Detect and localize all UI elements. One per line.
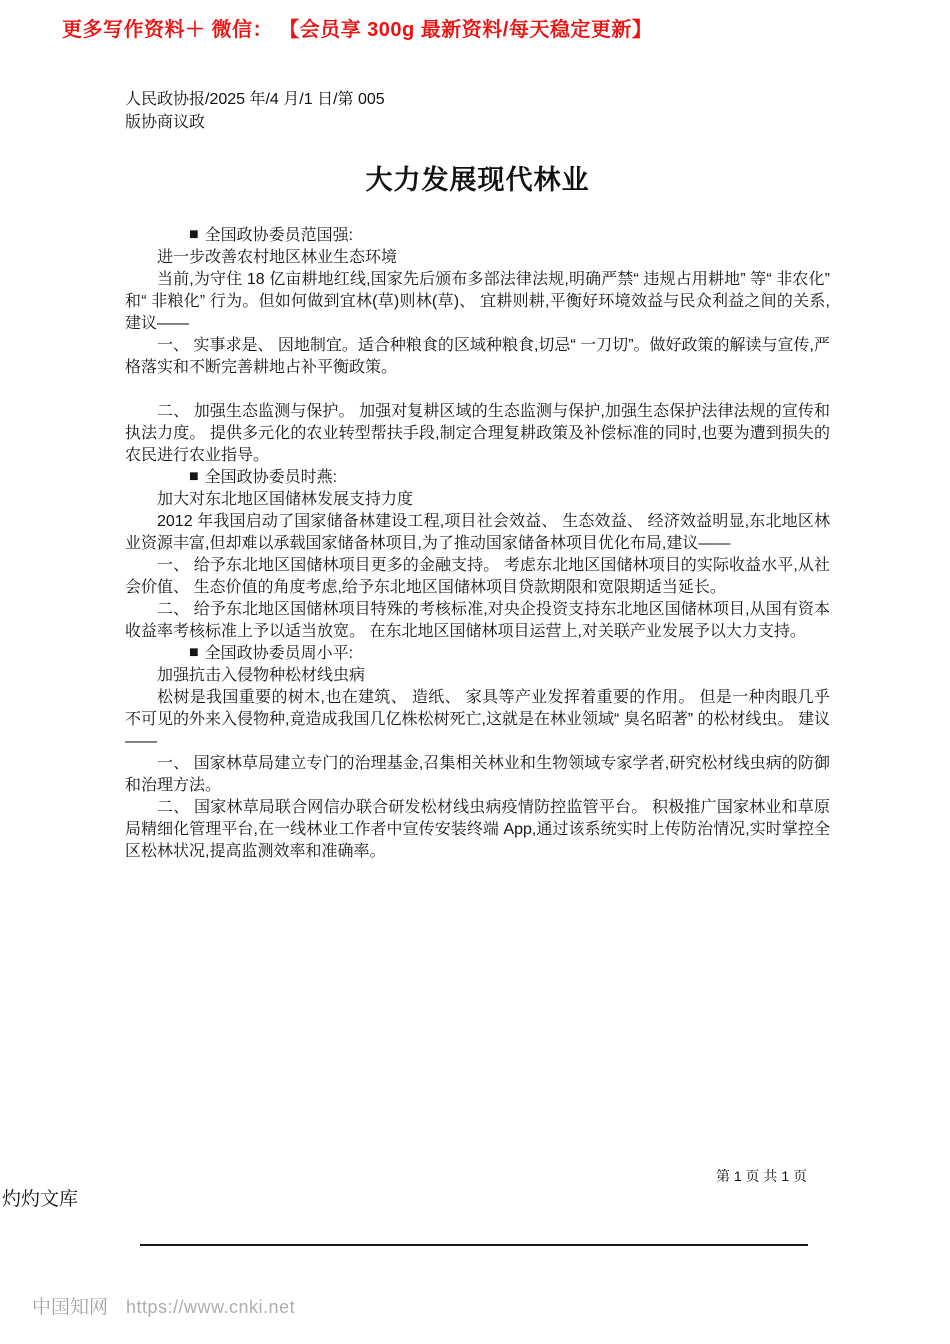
section-subtitle: 加大对东北地区国储林发展支持力度 <box>157 491 414 508</box>
cnki-watermark <box>32 1292 295 1319</box>
document-content <box>125 88 830 863</box>
cnki-url[interactable]: https://www.cnki.net <box>126 1297 296 1317</box>
cnki-logo-text: 中国知网 <box>32 1297 109 1318</box>
paragraph: 松树是我国重要的树木,也在建筑、 造纸、 家具等产业发挥着重要的作用。 但是一种肉眼几乎不可见的外来入侵物种,竟造成我国几亿株松树死亡,这就是在林业领域“ 臭名昭著” 的松材线虫。 建议—— <box>125 689 830 750</box>
section-author-name: 全国政协委员时燕: <box>204 469 338 486</box>
section-author <box>125 643 830 665</box>
square-bullet-icon: ■ <box>189 226 199 243</box>
paragraph: 一、 国家林草局建立专门的治理基金,召集相关林业和生物领域专家学者,研究松材线虫病的防御和治理方法。 <box>125 755 830 794</box>
square-bullet-icon: ■ <box>189 468 199 485</box>
section-author-name: 全国政协委员范国强: <box>204 227 354 244</box>
paragraph: 一、 给予东北地区国储林项目更多的金融支持。 考虑东北地区国储林项目的实际收益水平,从社会价值、 生态价值的角度考虑,给予东北地区国储林项目贷款期限和宽限期适当延长。 <box>125 557 830 596</box>
page-number: 第 1 页 共 1 页 <box>715 1168 807 1184</box>
paragraph: 一、 实事求是、 因地制宜。适合种粮食的区域种粮食,切忌“ 一刀切”。做好政策的解读与宣传,严格落实和不断完善耕地占补平衡政策。 <box>125 337 830 376</box>
section-subtitle: 加强抗击入侵物种松材线虫病 <box>157 667 366 684</box>
square-bullet-icon: ■ <box>189 644 199 661</box>
section-author <box>125 467 830 489</box>
article-title: 大力发展现代林业 <box>365 165 590 195</box>
paragraph: 2012 年我国启动了国家储备林建设工程,项目社会效益、 生态效益、 经济效益明显,东北地区林业资源丰富,但却难以承载国家储备林项目,为了推动国家储备林项目优化布局,建议—— <box>125 513 830 552</box>
paragraph: 二、 给予东北地区国储林项目特殊的考核标准,对央企投资支持东北地区国储林项目,从国有资本收益率考核标准上予以适当放宽。 在东北地区国储林项目运营上,对关联产业发展予以大力支持。 <box>125 601 830 640</box>
source-line-1: 人民政协报/2025 年/4 月/1 日/第 005 <box>125 91 385 108</box>
paragraph: 二、 国家林草局联合网信办联合研发松材线虫病疫情防控监管平台。 积极推广国家林业和草原局精细化管理平台,在一线林业工作者中宣传安装终端 App,通过该系统实时上传防治情况,实时掌控全区松林状况,提高监测效率和准确率。 <box>125 799 830 860</box>
promo-banner: 更多写作资料＋ 微信： 【会员享 300g 最新资料/每天稳定更新】 <box>62 19 653 41</box>
paragraph: 二、 加强生态监测与保护。 加强对复耕区域的生态监测与保护,加强生态保护法律法规的宣传和执法力度。 提供多元化的农业转型帮扶手段,制定合理复耕政策及补偿标准的同时,也要为遭到损失的农民进行农业指导。 <box>125 403 830 464</box>
section-subtitle: 进一步改善农村地区林业生态环境 <box>157 249 398 266</box>
source-line-2: 版协商议政 <box>125 114 206 131</box>
footer-divider <box>140 1244 808 1246</box>
library-watermark: 灼灼文库 <box>2 1189 79 1210</box>
source-info <box>125 88 830 134</box>
section-author-name: 全国政协委员周小平: <box>204 645 354 662</box>
paragraph: 当前,为守住 18 亿亩耕地红线,国家先后颁布多部法律法规,明确严禁“ 违规占用耕地” 等“ 非农化” 和“ 非粮化” 行为。但如何做到宜林(草)则林(草)、 宜耕则耕,平衡好环境效益与民众利益之间的关系,建议—— <box>125 271 830 332</box>
article-body <box>125 225 830 863</box>
section-author <box>125 225 830 247</box>
